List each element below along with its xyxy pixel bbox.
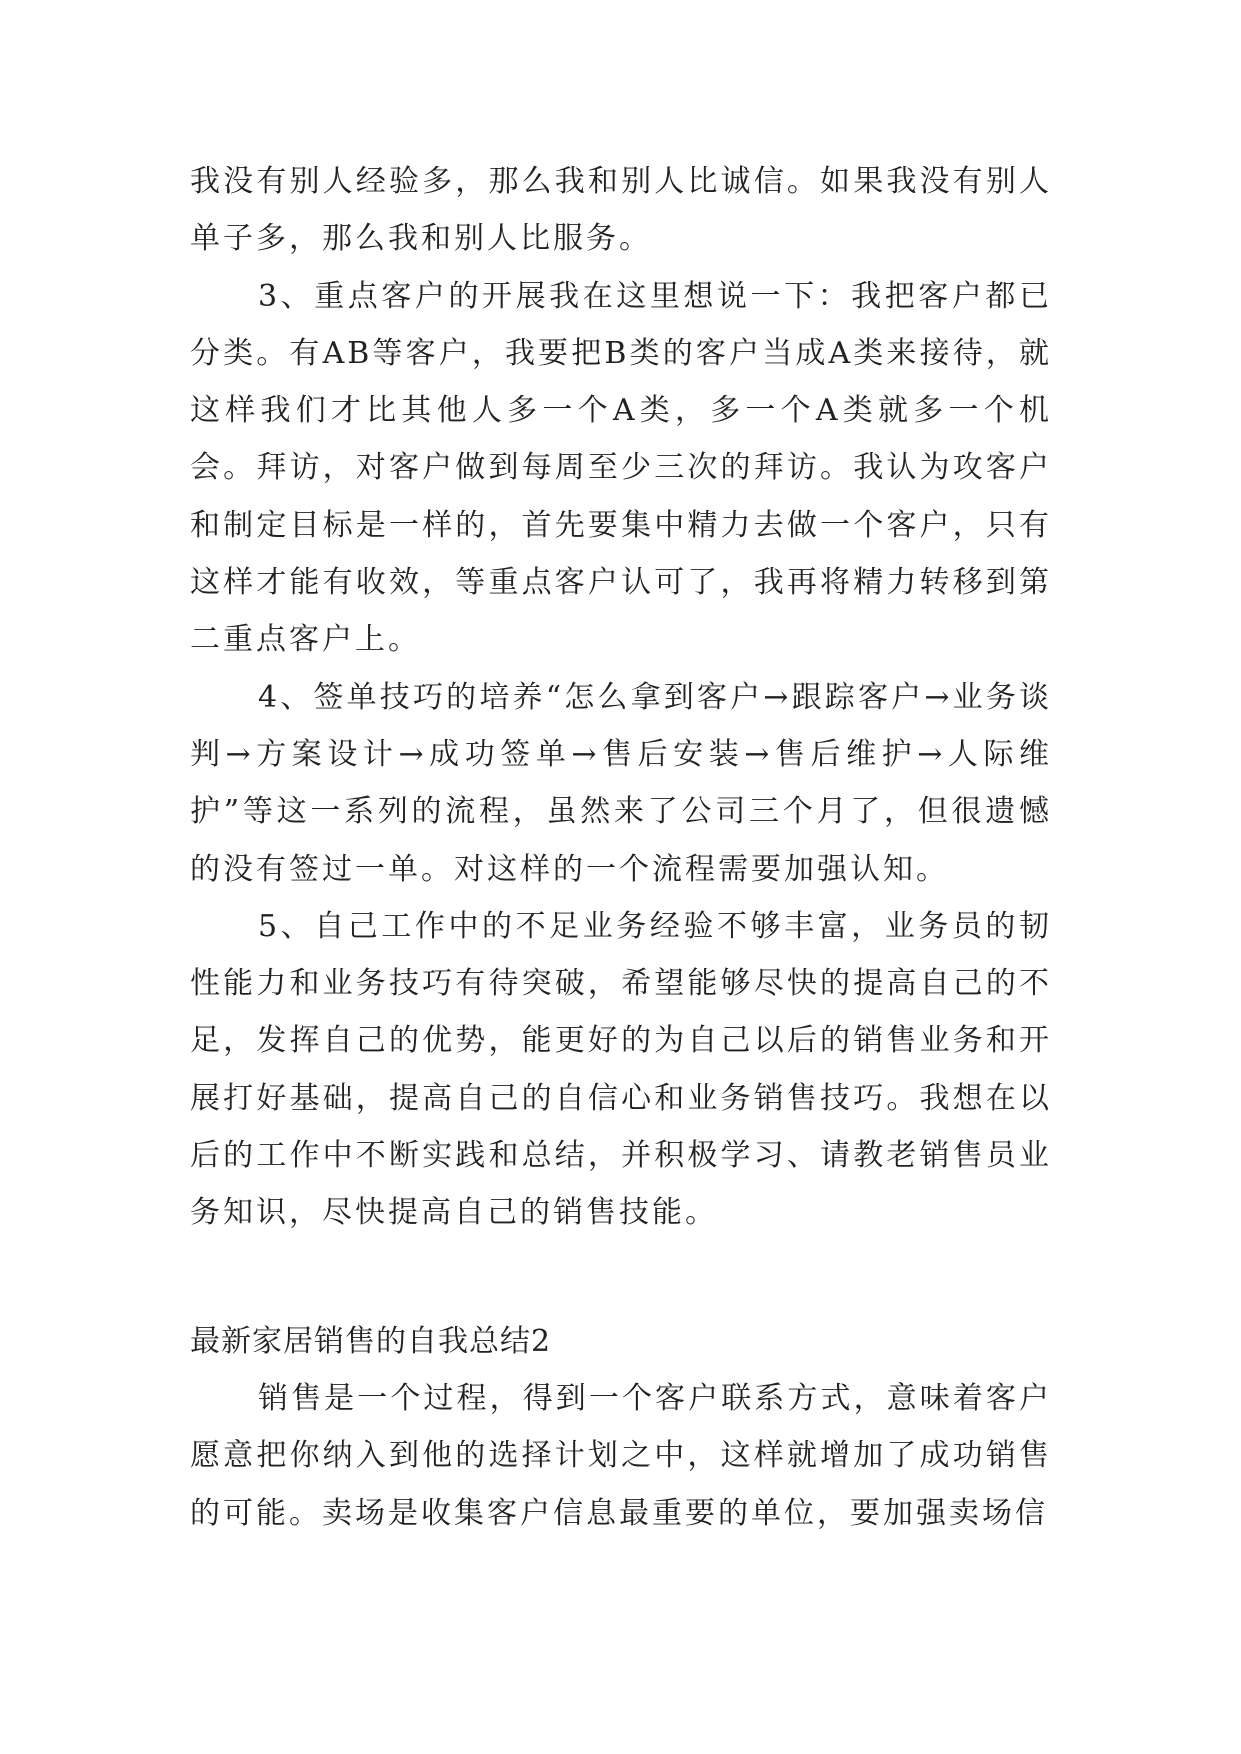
paragraph-shortcomings: 5、自己工作中的不足业务经验不够丰富，业务员的韧性能力和业务技巧有待突破，希望能够尽快的提高自己的不足，发挥自己的优势，能更好的为自己以后的销售业务和开展打好基础，提高自己的自信心和业务销售技巧。我想在以后的工作中不断实践和总结，并积极学习、请教老销售员业务知识，尽快提高自己的销售技能。	[190, 908, 1052, 1231]
paragraph-sales-process: 销售是一个过程，得到一个客户联系方式，意味着客户愿意把你纳入到他的选择计划之中，这样就增加了成功销售的可能。卖场是收集客户信息最重要的单位，要加强卖场信	[190, 1380, 1052, 1531]
paragraph-continuation: 我没有别人经验多，那么我和别人比诚信。如果我没有别人单子多，那么我和别人比服务。	[190, 164, 1052, 257]
paragraph-signing-skills: 4、签单技巧的培养“怎么拿到客户→跟踪客户→业务谈判→方案设计→成功签单→售后安装→售后维护→人际维护”等这一系列的流程，虽然来了公司三个月了，但很遗憾的没有签过一单。对这样的一个流程需要加强认知。	[190, 679, 1052, 887]
section-heading: 最新家居销售的自我总结2	[190, 1323, 552, 1359]
paragraph-key-clients: 3、重点客户的开展我在这里想说一下：我把客户都已分类。有AB等客户，我要把B类的客户当成A类来接待，就这样我们才比其他人多一个A类，多一个A类就多一个机会。拜访，对客户做到每周至少三次的拜访。我认为攻客户和制定目标是一样的，首先要集中精力去做一个客户，只有这样才能有收效，等重点客户认可了，我再将精力转移到第二重点客户上。	[190, 278, 1052, 658]
document-page	[190, 153, 1052, 1542]
